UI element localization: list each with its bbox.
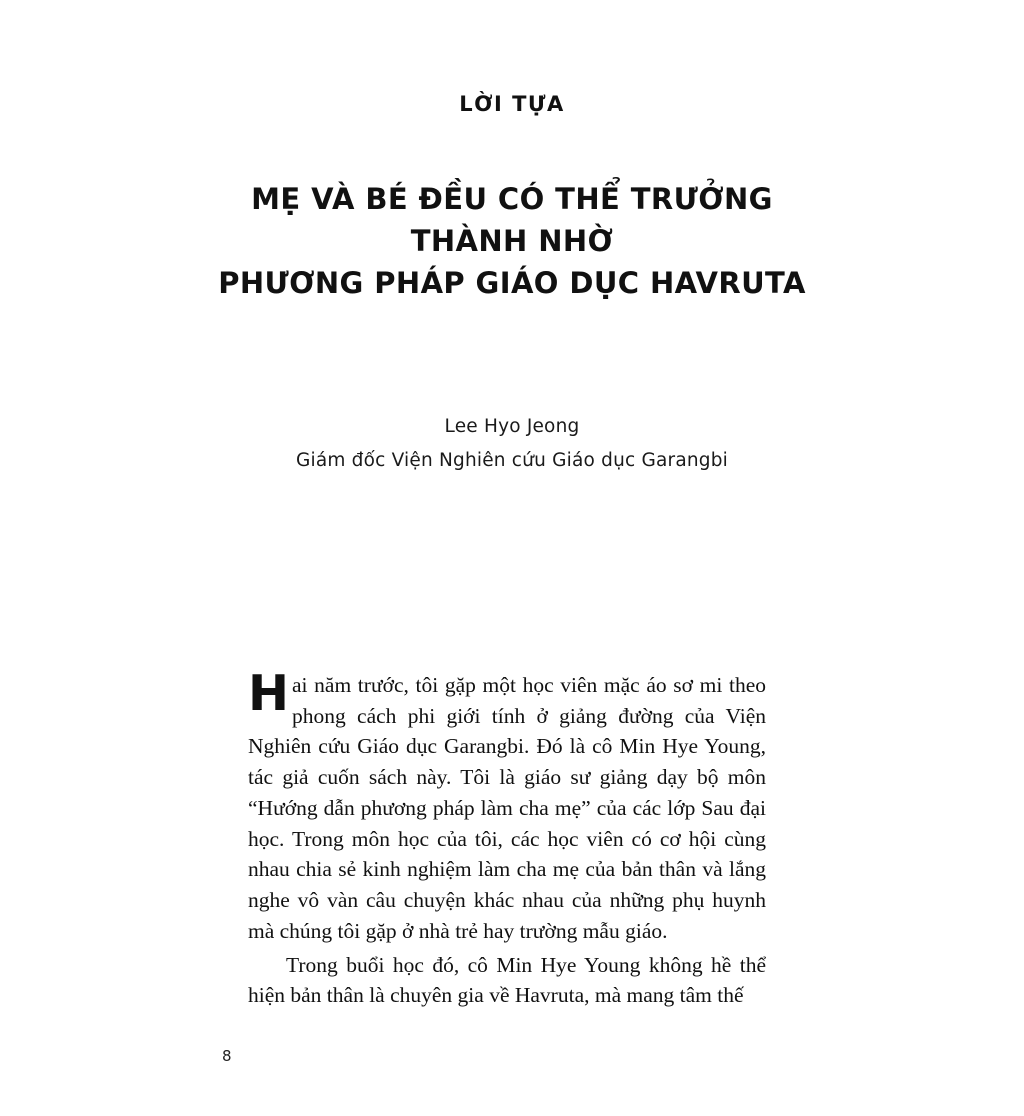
drop-cap: H	[248, 665, 290, 722]
paragraph-first-text: ai năm trước, tôi gặp một học viên mặc áo sơ mi theo phong cách phi giới tính ở giảng đường của Viện Nghiên cứu Giáo dục Garangbi. Đó là cô Min Hye Young, tác giả cuốn sách này. Tôi là giáo sư giảng dạy bộ môn “Hướng dẫn phương pháp làm cha mẹ” của các lớp Sau đại học. Trong môn học của tôi, các học viên có cơ hội cùng nhau chia sẻ kinh nghiệm làm cha mẹ của bản thân và lắng nghe vô vàn câu chuyện khác nhau của những phụ huynh mà chúng tôi gặp ở nhà trẻ hay trường mẫu giáo.	[248, 673, 766, 943]
body-text	[248, 665, 766, 1011]
paragraph-second: Trong buổi học đó, cô Min Hye Young không hề thể hiện bản thân là chuyên gia về Havruta, mà mang tâm thế	[248, 952, 766, 1008]
byline	[0, 416, 1024, 471]
byline-author: Lee Hyo Jeong	[444, 416, 580, 438]
page-number: 8	[222, 1047, 232, 1065]
book-page	[0, 92, 1024, 1116]
byline-role: Giám đốc Viện Nghiên cứu Giáo dục Garangbi	[295, 450, 729, 472]
page-title-line-1: MẸ VÀ BÉ ĐỀU CÓ THỂ TRƯỞNG THÀNH NHỜ	[251, 182, 773, 259]
section-kicker: LỜI TỰA	[459, 92, 565, 116]
page-title	[192, 178, 832, 304]
paragraph-first	[248, 665, 766, 947]
page-title-line-2: PHƯƠNG PHÁP GIÁO DỤC HAVRUTA	[218, 266, 806, 301]
